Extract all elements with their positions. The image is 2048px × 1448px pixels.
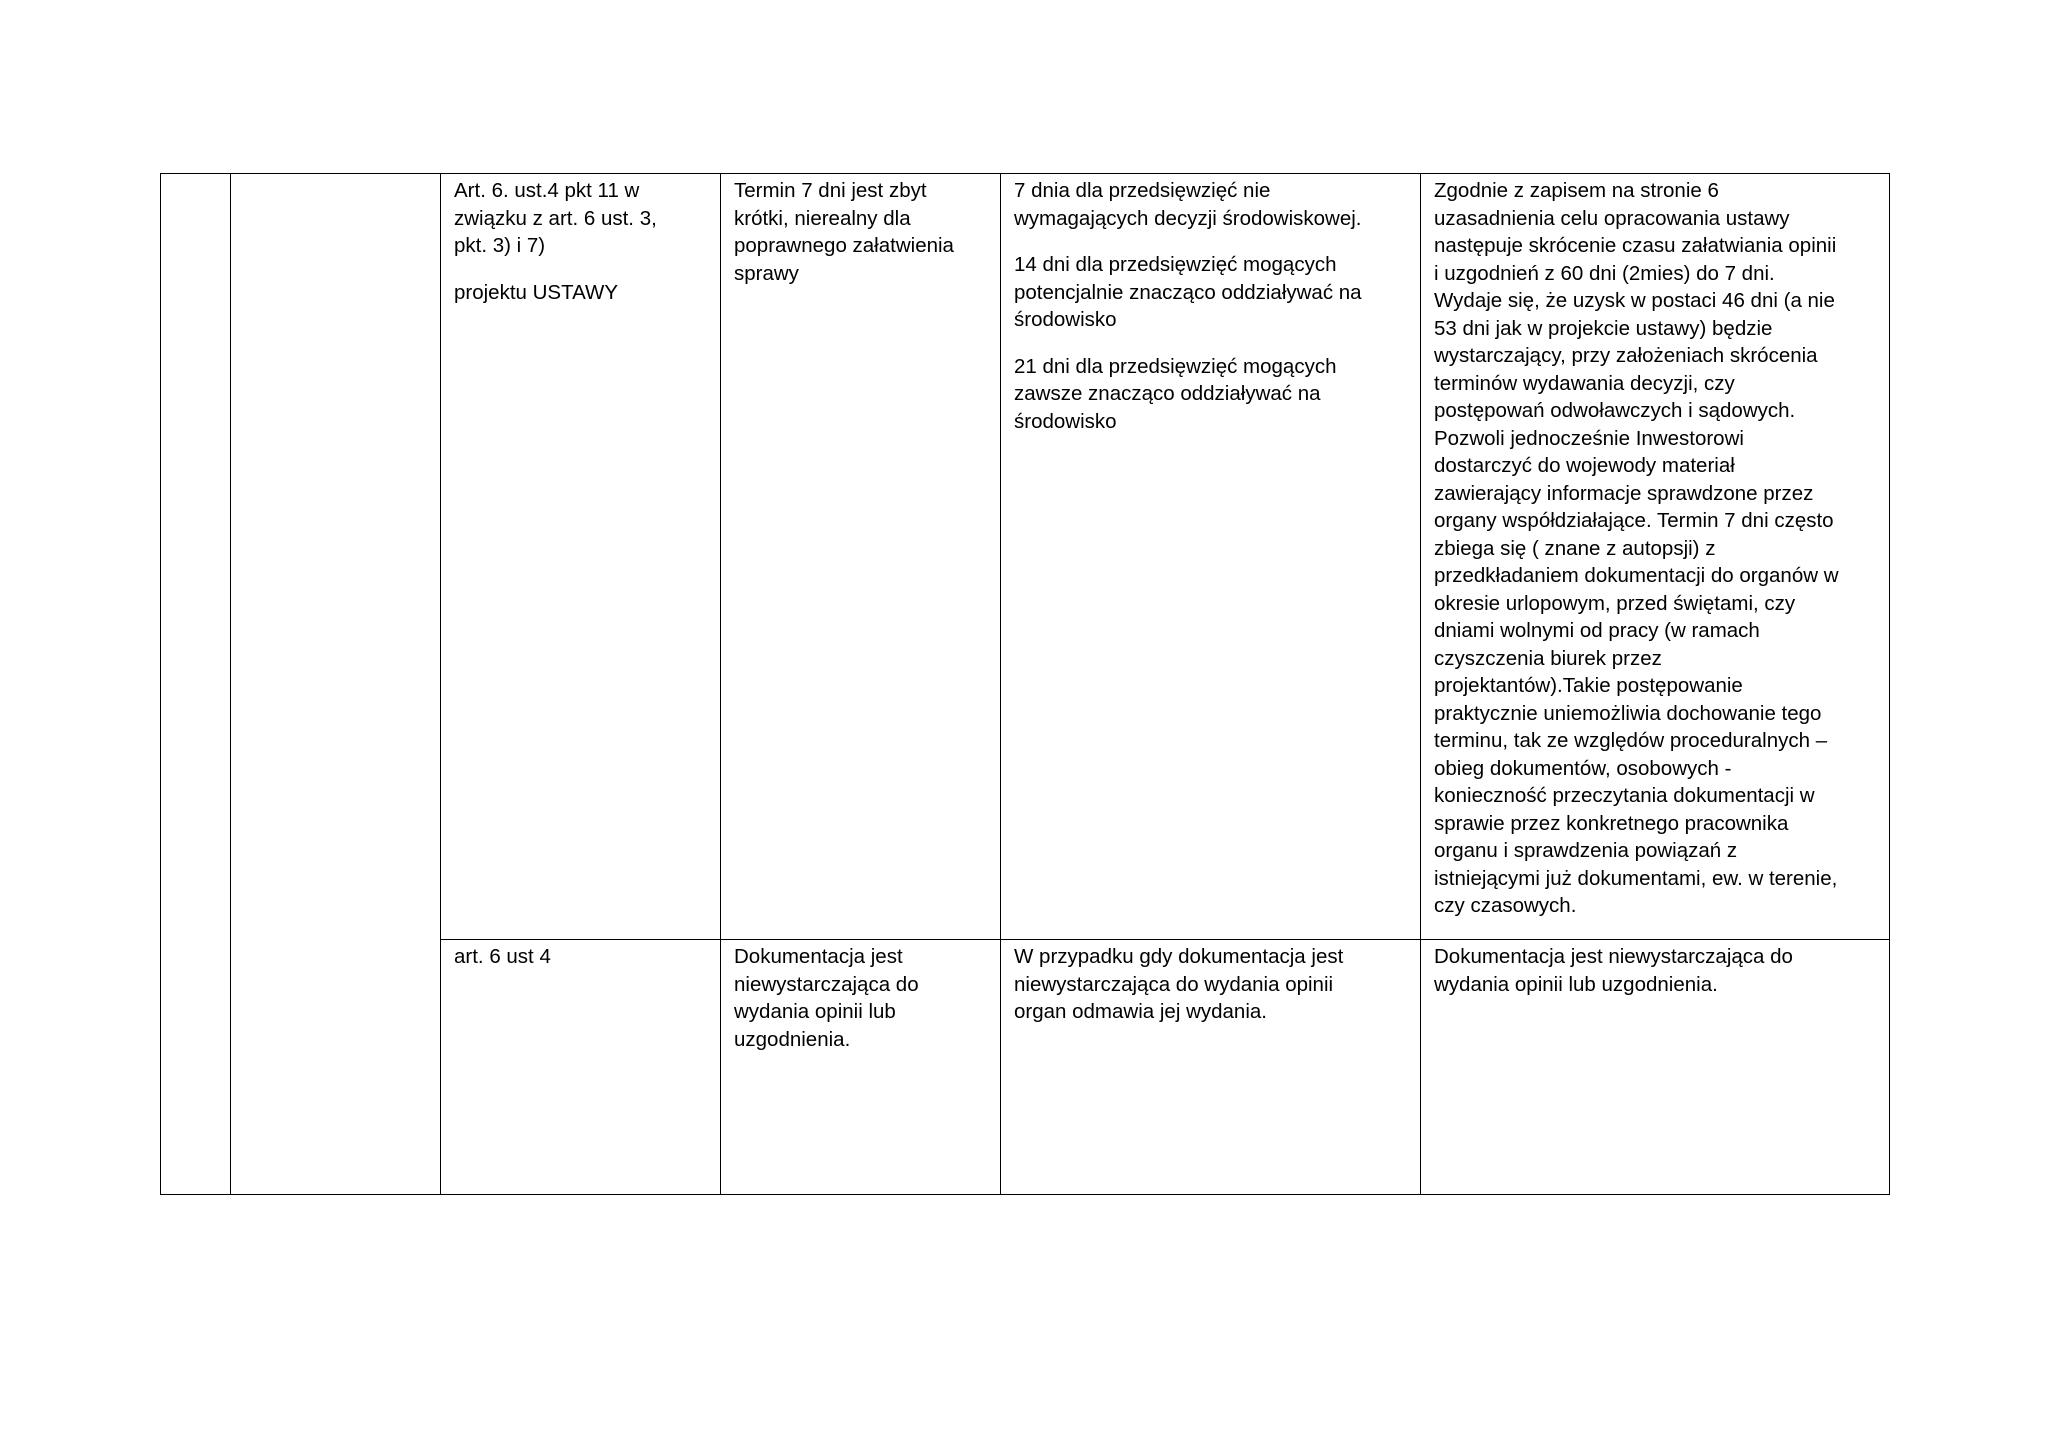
proposal-text: 21 dni dla przedsięwzięć mogących zawsze znacząco oddziaływać na środowisko	[1014, 354, 1337, 433]
remark-text: Termin 7 dni jest zbyt krótki, nierealny dla poprawnego załatwienia sprawy	[734, 179, 954, 285]
article-cell	[441, 174, 721, 940]
proposal-text: W przypadku gdy dokumentacja jest niewystarczająca do wydania opinii organ odmawia jej wydania.	[1014, 945, 1344, 1023]
document-table	[160, 173, 1890, 1195]
remark-cell	[721, 174, 1001, 940]
justification-text: Dokumentacja jest niewystarczająca do wydania opinii lub uzgodnienia.	[1434, 945, 1793, 996]
article-text: projektu USTAWY	[454, 280, 619, 304]
proposal-cell	[1001, 940, 1421, 1195]
article-cell	[441, 940, 721, 1195]
remark-text: Dokumentacja jest niewystarczająca do wydania opinii lub uzgodnienia.	[734, 945, 919, 1051]
remark-cell	[721, 940, 1001, 1195]
proposal-cell	[1001, 174, 1421, 940]
submitter-cell	[231, 174, 441, 1195]
table-row	[161, 174, 1890, 940]
justification-cell	[1421, 940, 1890, 1195]
proposal-text: 7 dnia dla przedsięwzięć nie wymagających decyzji środowiskowej.	[1014, 179, 1362, 230]
article-text: art. 6 ust 4	[454, 945, 551, 968]
justification-text: Zgodnie z zapisem na stronie 6 uzasadnienia celu opracowania ustawy następuje skrócenie czasu załatwiania opinii i uzgodnień z 60 dni (2mies) do 7 dni. Wydaje się, że uzysk w postaci 46 dni (a nie 53 dni jak w projekcie ustawy) będzie wystarczający, przy założeniach skrócenia terminów wydawania decyzji, czy postępowań odwoławczych i sądowych. Pozwoli jednocześnie Inwestorowi dostarczyć do wojewody materiał zawierający informacje sprawdzone przez organy współdziałające. Termin 7 dni często zbiega się ( znane z autopsji) z przedkładaniem dokumentacji do organów w okresie urlopowym, przed świętami, czy dniami wolnymi od pracy (w ramach czyszczenia biurek przez projektantów).Takie postępowanie praktycznie uniemożliwia dochowanie tego terminu, tak ze względów proceduralnych – obieg dokumentów, osobowych - konieczność przeczytania dokumentacji w sprawie przez konkretnego pracownika organu i sprawdzenia powiązań z istniejącymi już dokumentami, ew. w terenie, czy czasowych.	[1434, 179, 1839, 917]
number-cell	[161, 174, 231, 1195]
proposal-text: 14 dni dla przedsięwzięć mogących potencjalnie znacząco oddziaływać na środowisko	[1014, 253, 1362, 331]
article-text: Art. 6. ust.4 pkt 11 w związku z art. 6 ust. 3, pkt. 3) i 7)	[454, 179, 657, 257]
justification-cell	[1421, 174, 1890, 940]
